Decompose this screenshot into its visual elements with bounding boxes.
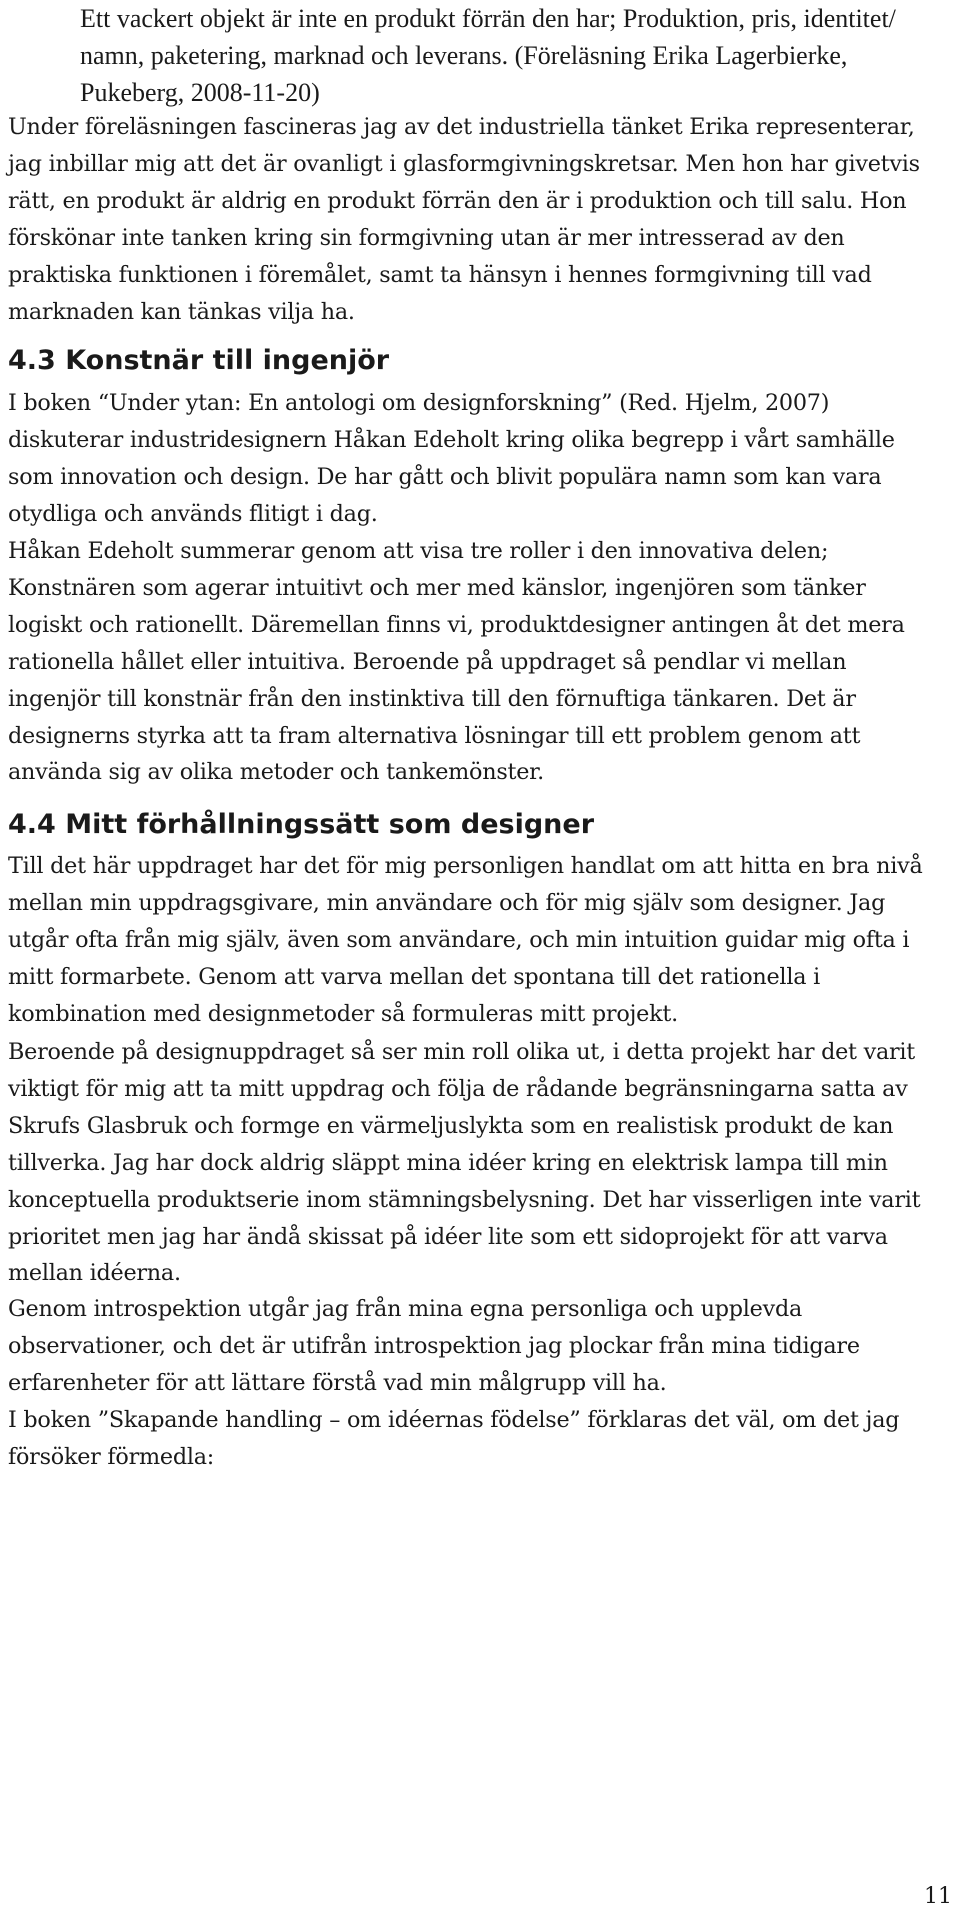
- paragraph-design-role: Beroende på designuppdraget så ser min roll olika ut, i detta projekt har det varit viktigt för mig att ta mitt uppdrag och följa de rådande begränsningarna satta av Skrufs Glasbruk och formge en värmeljuslykta som en realistisk produkt de kan tillverka. Jag har dock aldrig släppt mina idéer kring en elektrisk lampa till min konceptuella produktserie inom stämningsbelysning. Det har visserligen inte varit prioritet men jag har ändå skissat på idéer lite som ett sidoprojekt för att varva mellan idéerna.: [8, 1039, 921, 1287]
- paragraph-skapande-handling: I boken ”Skapande handling – om idéernas födelse” förklaras det väl, om det jag försöker förmedla:: [8, 1407, 900, 1470]
- quote-block: Ett vackert objekt är inte en produkt förrän den har; Produktion, pris, identitet/ namn, paketering, marknad och leverans. (Föreläsning Erika Lagerbierke, Pukeberg, 2008-11-20): [80, 4, 896, 107]
- section-heading-4-4: 4.4 Mitt förhållningssätt som designer: [8, 809, 595, 840]
- paragraph-under-ytan: I boken “Under ytan: En antologi om designforskning” (Red. Hjelm, 2007) diskuterar industridesignern Håkan Edeholt kring olika begrepp i vårt samhälle som innovation och design. De har gått och blivit populära namn som kan vara otydliga och används flitigt i dag.: [8, 390, 895, 527]
- section-heading-4-3: 4.3 Konstnär till ingenjör: [8, 345, 390, 376]
- paragraph-assignment-balance: Till det här uppdraget har det för mig personligen handlat om att hitta en bra nivå mellan min uppdragsgivare, min användare och för mig själv som designer. Jag utgår ofta från mig själv, även som användare, och min intuition guidar mig ofta i mitt formarbete. Genom att varva mellan det spontana till det rationella i kombination med designmetoder så formuleras mitt projekt.: [8, 853, 923, 1027]
- paragraph-three-roles: Håkan Edeholt summerar genom att visa tre roller i den innovativa delen; Konstnären som agerar intuitivt och mer med känslor, ingenjören som tänker logiskt och rationellt. Däremellan finns vi, produktdesigner antingen åt det mera rationella hållet eller intuitiva. Beroende på uppdraget så pendlar vi mellan ingenjör till konstnär från den instinktiva till den förnuftiga tänkaren. Det är designerns styrka att ta fram alternativa lösningar till ett problem genom att använda sig av olika metoder och tankemönster.: [8, 538, 905, 786]
- paragraph-industrial-thinking: Under föreläsningen fascineras jag av det industriella tänket Erika representerar, jag inbillar mig att det är ovanligt i glasformgivningskretsar. Men hon har givetvis rätt, en produkt är aldrig en produkt förrän den är i produktion och till salu. Hon förskönar inte tanken kring sin formgivning utan är mer intresserad av den praktiska funktionen i föremålet, samt ta hänsyn i hennes formgivning till vad marknaden kan tänkas vilja ha.: [8, 114, 920, 325]
- page-number: 11: [924, 1884, 952, 1909]
- paragraph-introspection: Genom introspektion utgår jag från mina egna personliga och upplevda observationer, och det är utifrån introspektion jag plockar från mina tidigare erfarenheter för att lättare förstå vad min målgrupp vill ha.: [8, 1296, 860, 1396]
